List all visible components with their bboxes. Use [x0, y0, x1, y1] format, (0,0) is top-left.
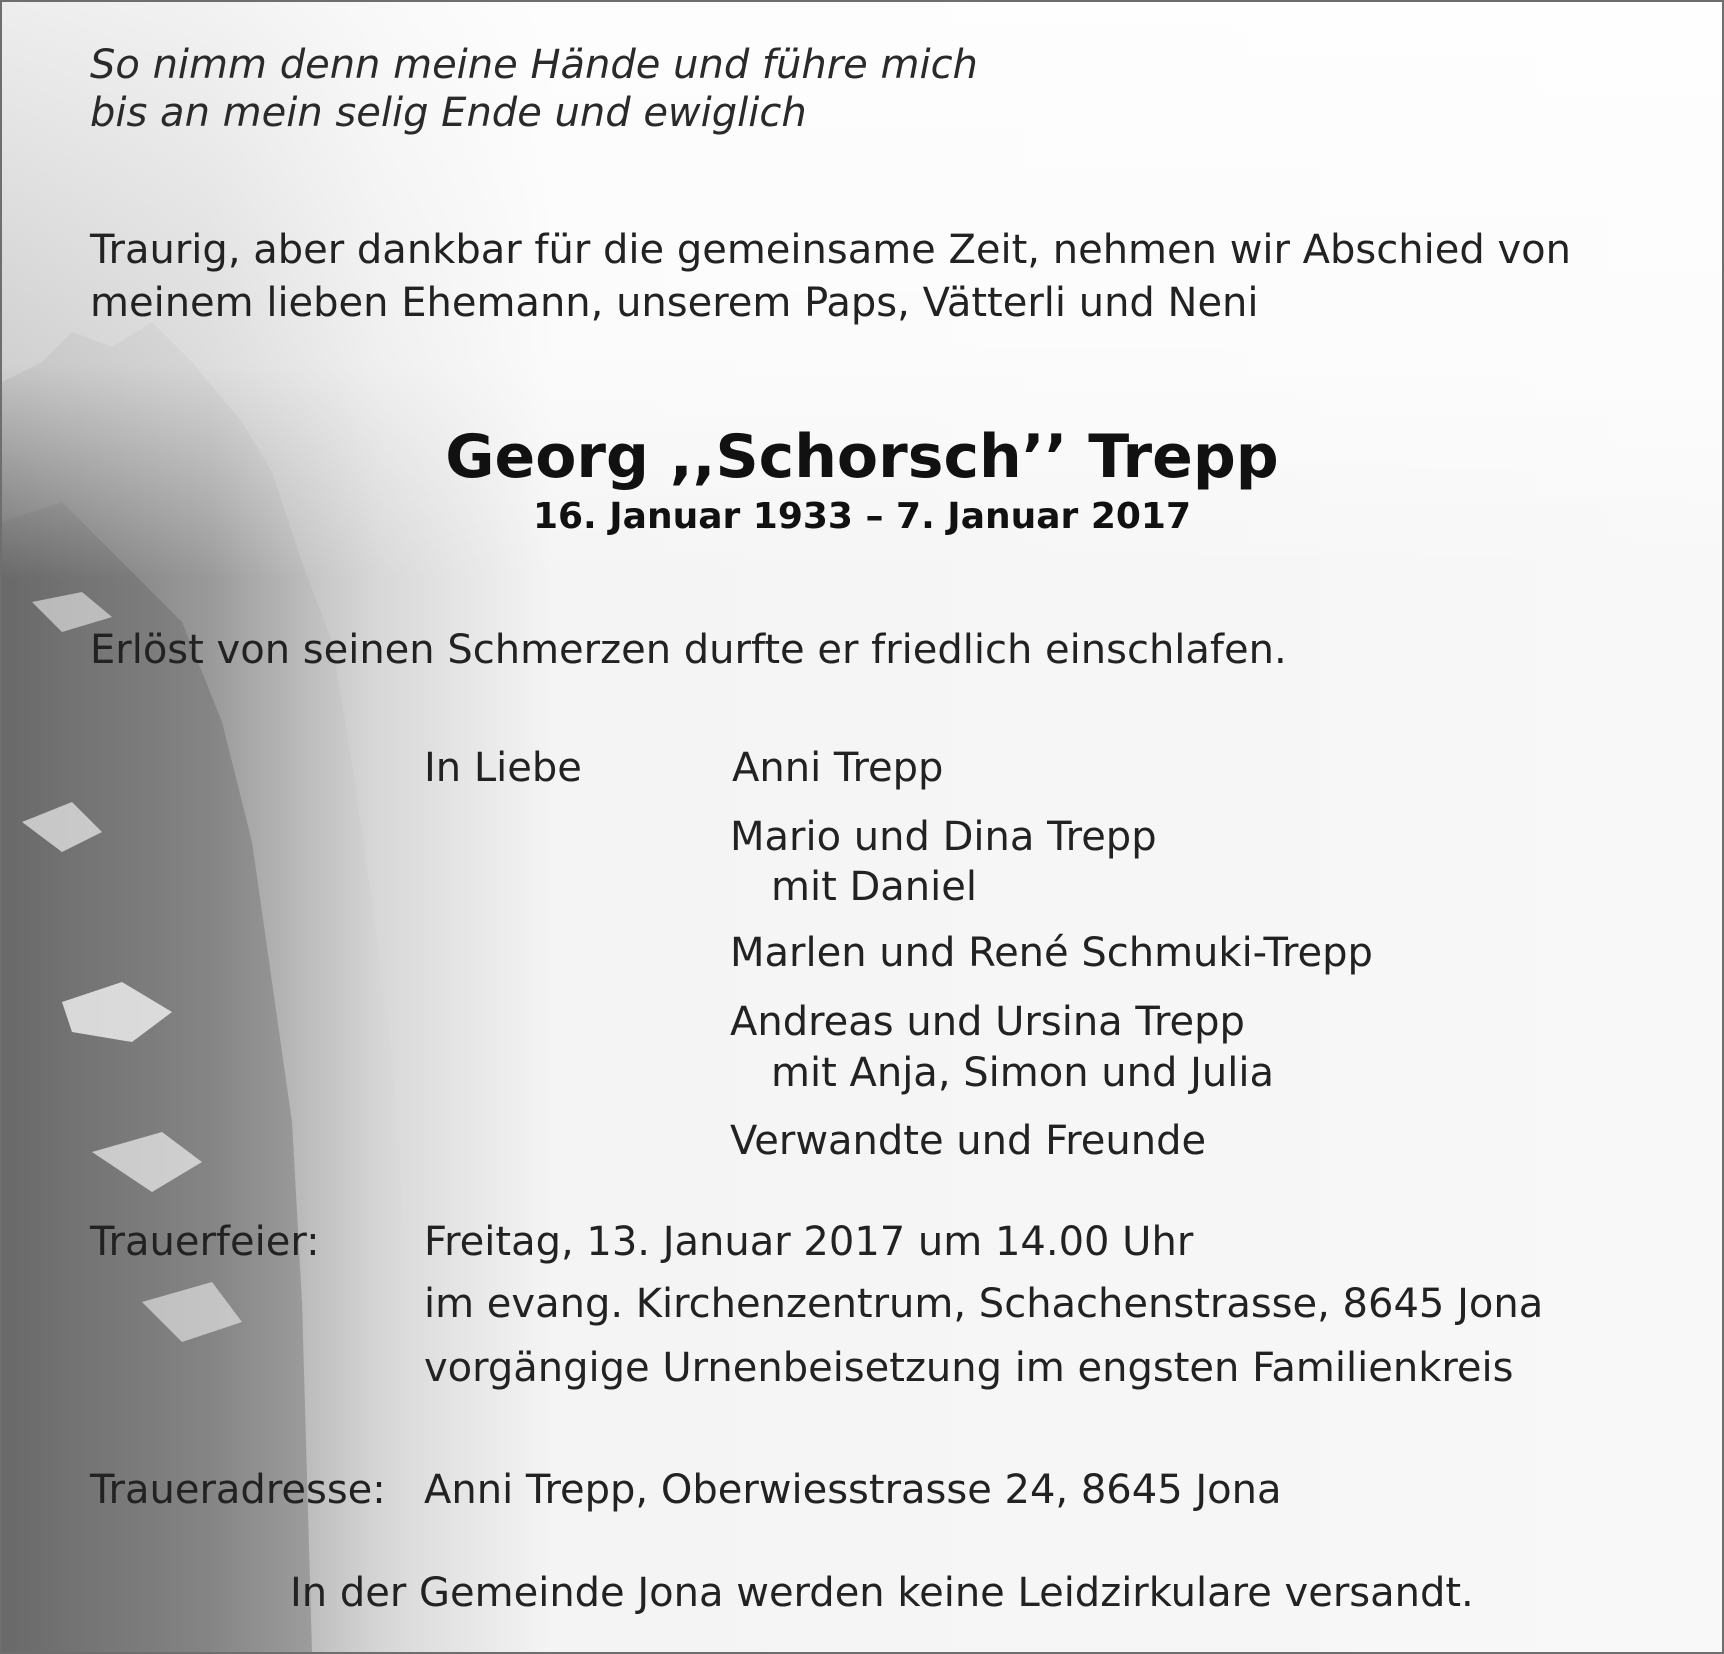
service-line: vorgängige Urnenbeisetzung im engsten Familienkreis	[424, 1345, 1514, 1391]
mourner-sub-line: mit Anja, Simon und Julia	[771, 1050, 1274, 1096]
mourner-line: Verwandte und Freunde	[730, 1118, 1207, 1164]
service-line: im evang. Kirchenzentrum, Schachenstrasse, 8645 Jona	[424, 1281, 1544, 1327]
statement: Erlöst von seinen Schmerzen durfte er friedlich einschlafen.	[90, 627, 1287, 673]
notice: In der Gemeinde Jona werden keine Leidzirkulare versandt.	[290, 1570, 1474, 1616]
mourner-line: Mario und Dina Trepp	[730, 814, 1157, 860]
service-line: Freitag, 13. Januar 2017 um 14.00 Uhr	[424, 1219, 1194, 1265]
mourner-line: Anni Trepp	[732, 745, 944, 791]
motto-line-1: So nimm denn meine Hände und führe mich	[90, 42, 978, 88]
intro-line-2: meinem lieben Ehemann, unserem Paps, Vätterli und Neni	[90, 280, 1259, 326]
mourner-line: Marlen und René Schmuki-Trepp	[730, 930, 1373, 976]
intro-line-1: Traurig, aber dankbar für die gemeinsame Zeit, nehmen wir Abschied von	[90, 227, 1571, 273]
mourners-label: In Liebe	[424, 745, 582, 791]
mourner-line: Andreas und Ursina Trepp	[730, 999, 1245, 1045]
address-label: Traueradresse:	[90, 1467, 386, 1513]
motto-line-2: bis an mein selig Ende und ewiglich	[90, 90, 807, 136]
mourner-sub-line: mit Daniel	[771, 864, 977, 910]
service-label: Trauerfeier:	[90, 1219, 320, 1265]
deceased-name: Georg ,,Schorsch’’ Trepp	[445, 422, 1279, 492]
life-dates: 16. Januar 1933 – 7. Januar 2017	[532, 496, 1192, 537]
address-value: Anni Trepp, Oberwiesstrasse 24, 8645 Jona	[424, 1467, 1282, 1513]
